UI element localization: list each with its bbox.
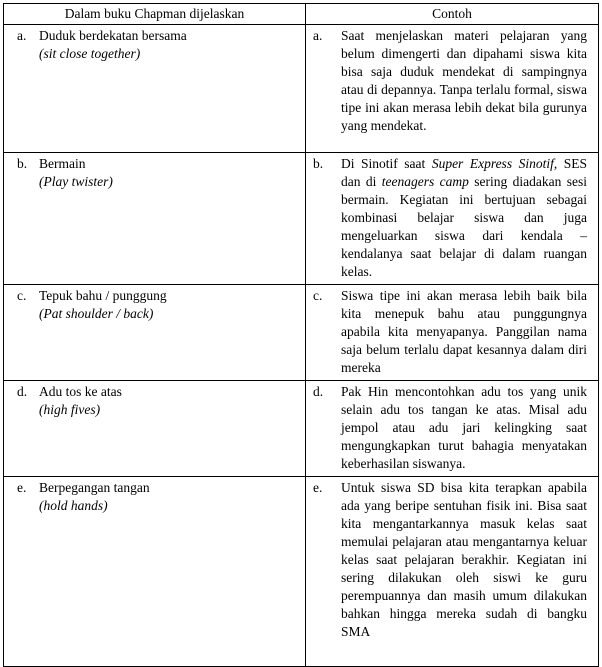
header-right: Contoh [306,4,599,25]
example-letter: e. [313,480,323,495]
table-row [4,153,599,285]
row-title: Duduk berdekatan bersama [39,28,187,43]
row-letter: a. [17,28,27,43]
table-row [4,381,599,477]
row-title: Tepuk bahu / punggung [39,288,167,303]
row-subtitle: (high fives) [39,402,101,417]
example-emphasis: teenagers camp [381,174,469,189]
example-letter: c. [313,288,323,303]
example-cell [306,25,599,153]
chapman-cell [4,153,306,285]
example-cell [306,381,599,477]
table-row [4,285,599,381]
example-text-part: sering diadakan sesi bermain. Kegiatan ini bertujuan sebagai kombinasi belajar siswa dan juga mengeluarkan siswa dari kendala – kendalanya saat belajar di dalam ruangan kelas. [341,174,587,279]
row-title: Berpegangan tangan [39,480,150,495]
row-title: Adu tos ke atas [39,384,122,399]
example-cell [306,153,599,285]
row-title: Bermain [39,156,86,171]
example-emphasis: Super Express Sinotif [431,156,554,171]
example-text: Siswa tipe ini akan merasa lebih baik bila kita menepuk bahu atau punggungnya apabila kita menyapanya. Panggilan nama saja belum terlalu dapat kesannya dalam diri mereka [341,288,587,375]
example-letter: a. [313,28,323,43]
example-text [341,155,587,281]
chapman-cell [4,285,306,381]
chapman-cell [4,477,306,667]
header-left: Dalam buku Chapman dijelaskan [4,4,306,25]
table-row [4,477,599,667]
example-text: Pak Hin mencontohkan adu tos yang unik selain adu tos tangan ke atas. Misal adu jempol atau adu jari kelingking saat mengungkapkan turut bahagia menyatakan keberhasilan siswanya. [341,384,587,471]
example-cell [306,285,599,381]
row-letter: e. [17,480,27,495]
row-subtitle: (sit close together) [39,46,141,61]
row-subtitle: (Pat shoulder / back) [39,306,154,321]
example-text-part: Di Sinotif saat [341,156,432,171]
example-letter: d. [313,384,324,399]
love-language-table [3,3,599,667]
header-row [4,4,599,25]
row-subtitle: (hold hands) [39,498,108,513]
row-letter: d. [17,384,28,399]
example-text-part: , SES dan di [341,156,587,189]
row-subtitle: (Play twister) [39,174,113,189]
row-letter: b. [17,156,28,171]
chapman-cell [4,381,306,477]
chapman-cell [4,25,306,153]
example-cell [306,477,599,667]
example-letter: b. [313,156,324,171]
example-text: Saat menjelaskan materi pelajaran yang belum dimengerti dan dipahami siswa kita bisa saja duduk mendekat di sampingnya atau di depannya. Tanpa terlalu formal, siswa tipe ini akan merasa lebih dekat bila gurunya yang mendekat. [341,28,587,133]
table-row [4,25,599,153]
row-letter: c. [17,288,27,303]
example-text: Untuk siswa SD bisa kita terapkan apabila ada yang beripe sentuhan fisik ini. Bisa saat kita mengantarkannya masuk kelas saat memulai pelajaran atau mengantarnya keluar kelas saat pelajaran berakhir. Kegiatan ini sering dilakukan oleh siswi ke guru perempuannya dan masih umum dilakukan bahkan hingga mereka sudah di bangku SMA [341,480,587,639]
